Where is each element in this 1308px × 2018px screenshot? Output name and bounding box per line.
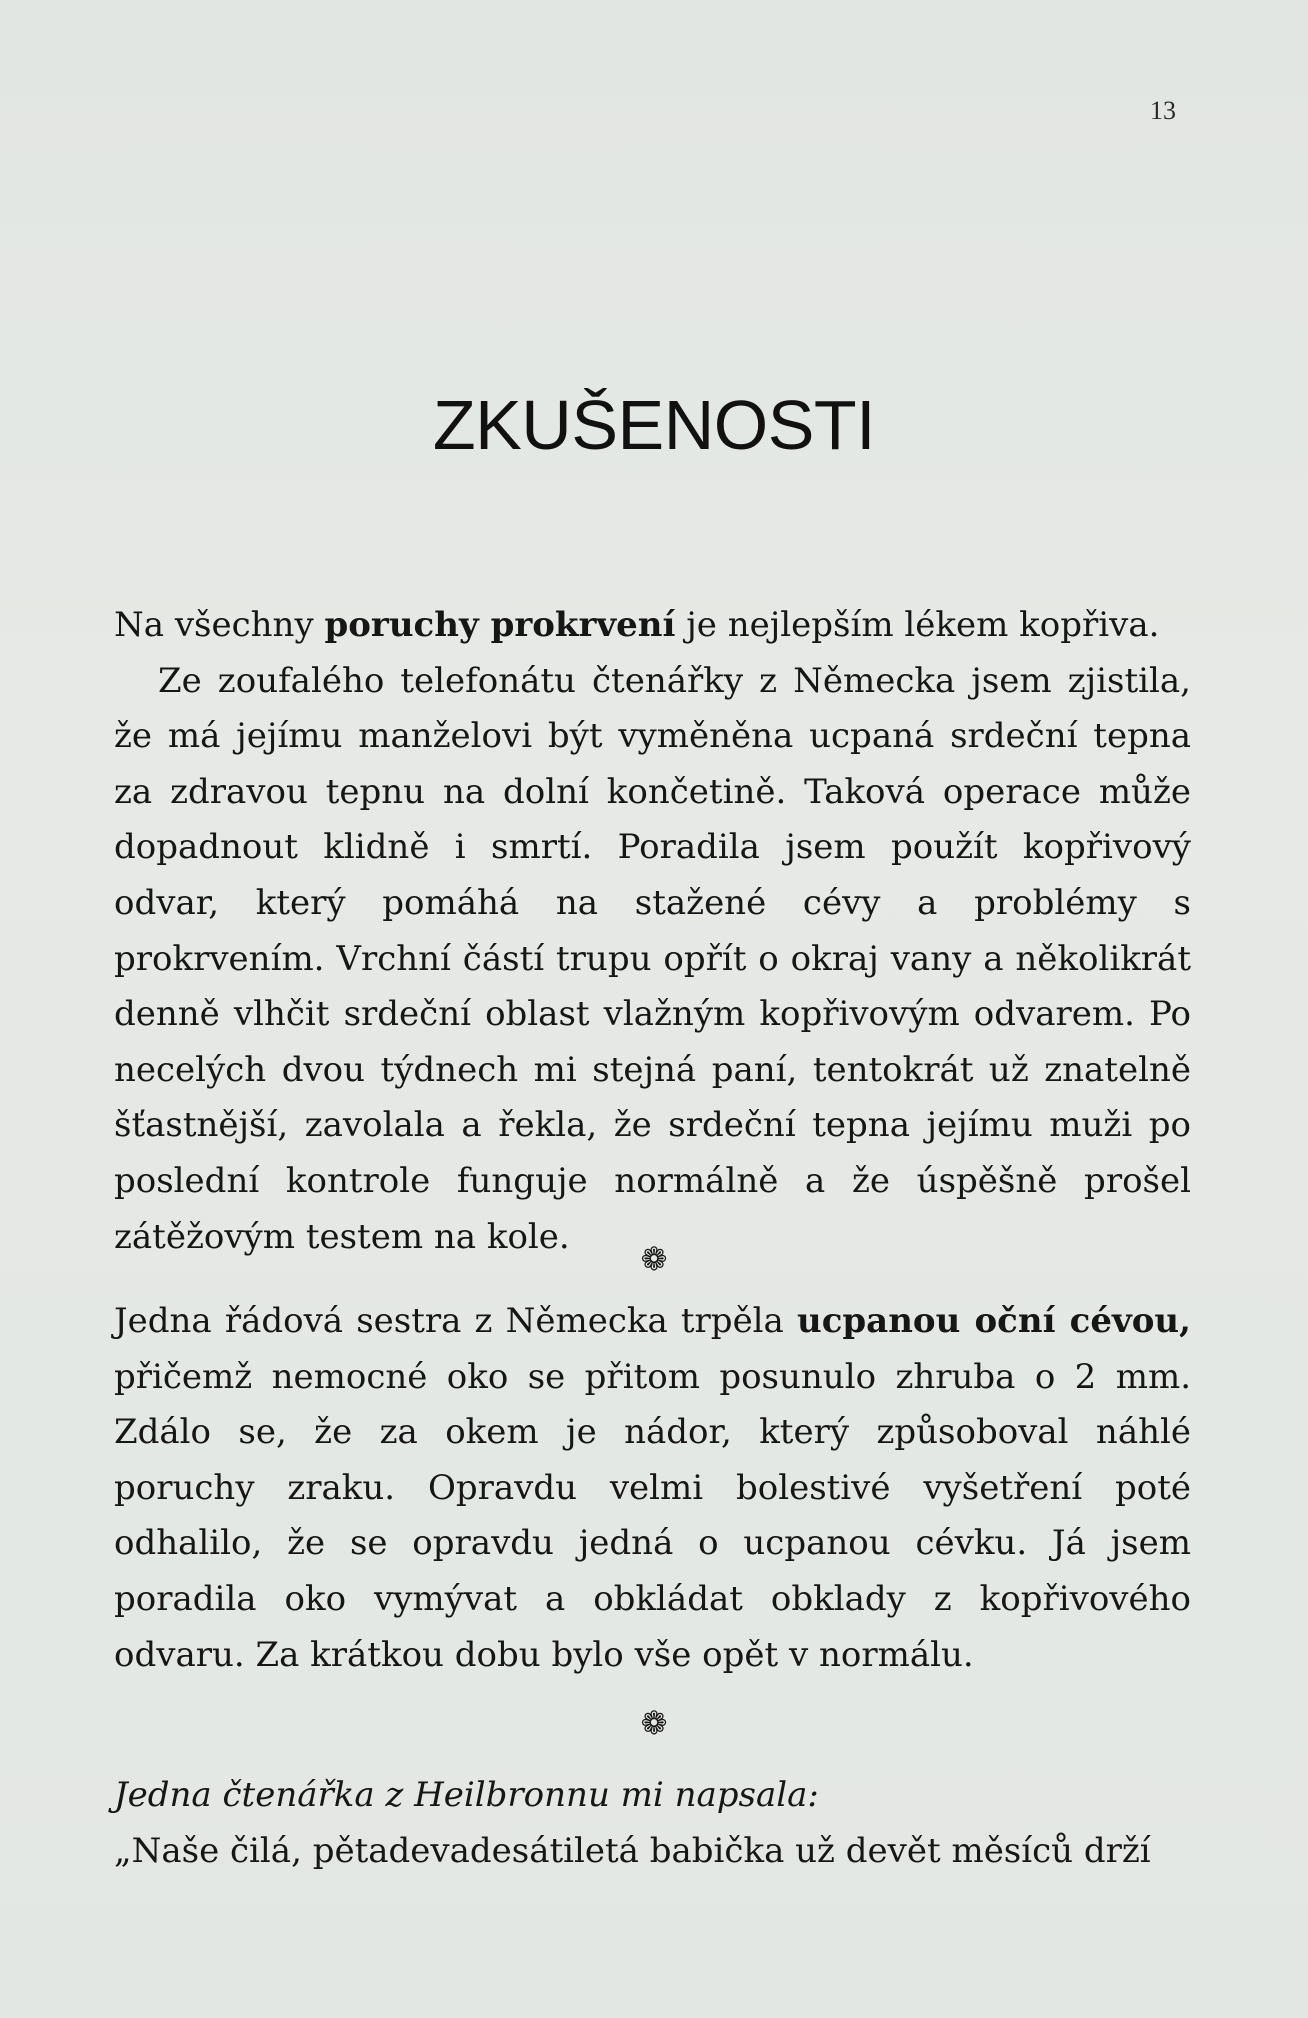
section-prokrveni (114, 598, 1191, 1265)
highlight-term: ucpanou oční cévou, (796, 1301, 1191, 1341)
chapter-title: ZKUŠENOSTI (432, 385, 876, 464)
body-paragraph: Ze zoufalého telefonátu čtenářky z Německa jsem zjistila, že má jejímu manželovi být vyměněna ucpaná srdeční tepna za zdravou tepnu na dolní končetině. Taková operace může dopadnout klidně i smrtí. Poradila jsem použít kopřivový odvar, který pomáhá na stažené cévy a problémy s prokrvením. Vrchní částí trupu opřít o okraj vany a několikrát denně vlhčit srdeční oblast vlažným kopřivovým odvarem. Po necelých dvou týdnech mi stejná paní, tentokrát už znatelně šťastnější, zavolala a řekla, že srdeční tepna jejímu muži po poslední kontrole funguje normálně a že úspěšně prošel zátěžovým testem na kole. (114, 660, 1191, 1257)
flower-ornament-icon: ❁ (640, 1240, 668, 1278)
page-number: 13 (1150, 96, 1176, 125)
intro-paragraph: Na všechny poruchy prokrvení je nejlepším lékem kopřiva. (114, 605, 1160, 645)
highlight-term: poruchy prokrvení (324, 605, 676, 645)
body-paragraph: Jedna řádová sestra z Německa trpěla ucpanou oční cévou, přičemž nemocné oko se přitom posunulo zhruba o 2 mm. Zdálo se, že za okem je nádor, který způsoboval náhlé poruchy zraku. Opravdu velmi bolestivé vyšetření poté odhalilo, že se opravdu jedná o ucpanou cévku. Já jsem poradila oko vymývat a obkládat obklady z kopřivového odvaru. Za krátkou dobu bylo vše opět v normálu. (114, 1301, 1191, 1675)
letter-lead-in: Jedna čtenářka z Heilbronnu mi napsala: (114, 1775, 819, 1815)
flower-ornament-icon: ❁ (640, 1704, 668, 1742)
quote-start: „Naše čilá, pětadevadesátiletá babička už devět měsíců drží (114, 1830, 1151, 1871)
section-heilbronn (114, 1768, 1191, 1879)
section-ocni-ceva (114, 1294, 1191, 1683)
